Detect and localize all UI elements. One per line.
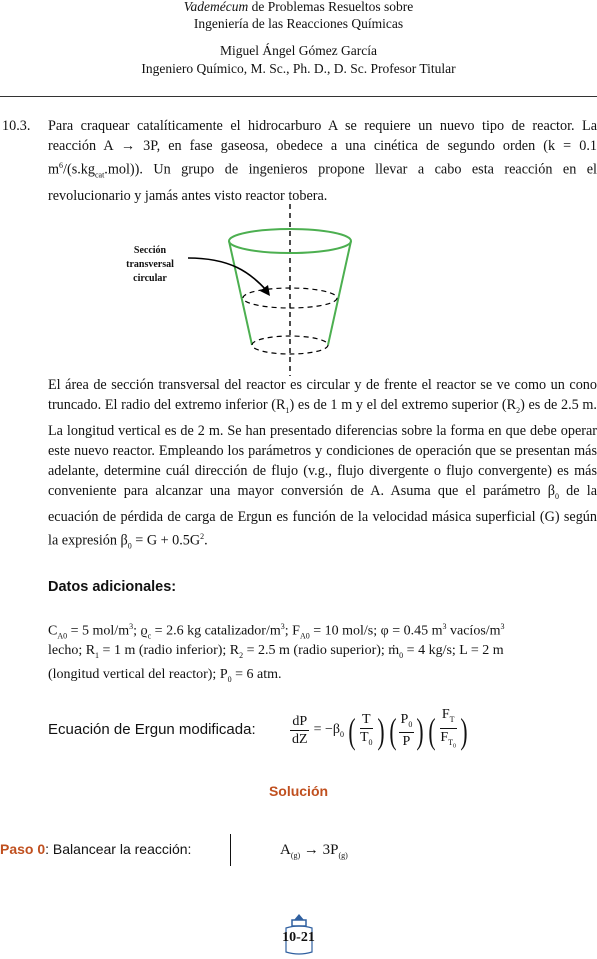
label-arrow [188, 258, 267, 291]
f3-den [438, 729, 458, 755]
problem-text-mid: /(s.kg [63, 161, 95, 178]
datos-l3-a: (longitud vertical del reactor); P [48, 667, 228, 682]
datos-l2-c: = 1 m (radio inferior); R [99, 643, 240, 658]
datos-l1-8: A0 [299, 631, 310, 641]
section-label-2: transversal [126, 259, 174, 270]
desc-5: = G + 0.5G [131, 532, 201, 549]
f2-num-sub: 0 [408, 719, 413, 729]
f1-fraction [358, 711, 375, 751]
solucion-title: Solución [268, 783, 329, 799]
datos-l1-7: ; F [284, 623, 300, 639]
ergun-equation [290, 706, 470, 755]
datos-l1-12: 3 [500, 622, 505, 631]
datos-l1-6: 3 [280, 622, 285, 631]
f3-den-sub-text: T [448, 737, 454, 747]
f1-den-text: T [359, 729, 369, 745]
f3-num-sub: T [449, 714, 455, 724]
datos-l1-0: A0 [57, 631, 68, 641]
reaction-arrow: → 3P [300, 842, 339, 858]
header-title [0, 0, 597, 16]
f3-den-subsub: 0 [453, 743, 457, 750]
paso0-divider [230, 834, 231, 866]
section-label [110, 244, 190, 286]
desc-sub-1: 1 [285, 405, 290, 415]
datos-c: C [48, 623, 58, 639]
datos-l1-1: = 5 mol/m [67, 623, 130, 639]
header-credentials: Ingeniero Químico, M. Sc., Ph. D., D. Sc. Profesor Titular [141, 61, 456, 76]
f2-den: P [402, 734, 411, 750]
datos-l1-11: vacíos/m [446, 623, 501, 639]
desc-sub-4: 0 [127, 541, 132, 551]
f2-num [399, 711, 415, 734]
header-title-rest: de Problemas Resueltos sobre [248, 0, 414, 14]
problem-text [48, 116, 597, 206]
desc-3: ) es de 2.5 m. La longitud vertical es de 2 m. Se han presentado diferencias sobre la forma en que debe operar este nuevo reactor. Empleando los parámetros y condiciones de operación que se presentan más adelante, determine cuál dirección de flujo (v.g., flujo divergente o flujo convergente) es más conveniente para alcanzar una mayor conversión de A. Asuma que el parámetro β [48, 397, 597, 499]
paren-open-1: ( [348, 710, 356, 751]
section-label-3: circular [133, 273, 167, 284]
datos-heading: Datos adicionales: [48, 579, 177, 595]
header-italic: Vademécum [183, 0, 249, 14]
f2-fraction [399, 711, 415, 751]
ergun-eq-text: = −β [313, 722, 340, 738]
desc-sub-2: 2 [516, 405, 521, 415]
problem-text-1: Para craquear catalíticamente el hidrocarburo A se requiere un nuevo tipo de reactor. La reacción A → 3P, en fase gaseosa, obedece a una cinética de segundo orden (k = 0.1 m [48, 118, 597, 178]
ergun-label: Ecuación de Ergun modificada: [48, 721, 256, 738]
datos-l2-e: = 2.5 m (radio superior); ṁ [243, 643, 400, 658]
reaction-equation [280, 840, 348, 866]
header-subtitle: Ingeniería de las Reacciones Químicas [193, 16, 404, 31]
f3-fraction [438, 706, 458, 755]
f1-den [358, 729, 375, 751]
f3-den-sub [448, 737, 457, 750]
ergun-eq [314, 722, 344, 739]
datos-l1-10: 3 [442, 622, 447, 631]
reaction-a-sub: (g) [290, 851, 301, 860]
f3-num-text: F [441, 707, 450, 722]
datos-l2-a: lecho; R [48, 643, 96, 658]
ergun-eq-sub: 0 [339, 729, 344, 739]
cone-left-edge [229, 241, 252, 345]
datos-l1-5: = 2.6 kg catalizador/m [151, 623, 281, 639]
header-rule [0, 96, 597, 97]
header-author: Miguel Ángel Gómez García [219, 43, 378, 58]
lhs-num: dP [292, 714, 308, 730]
desc-sup-5: 2 [200, 531, 205, 541]
paren-close-1: ) [376, 710, 385, 751]
datos-line-2 [48, 641, 597, 666]
paso0-rest: : Balancear la reacción: [45, 841, 192, 857]
datos-l1-2: 3 [129, 622, 134, 631]
desc-4: de la ecuación de pérdida de carga de Ergun es función de la velocidad másica superficial (G) según la expresión β [48, 482, 597, 549]
datos-l2-b: 1 [95, 650, 100, 660]
lhs-fraction [290, 713, 310, 748]
datos-l2-g: = 4 kg/s; L = 2 m [403, 643, 504, 658]
desc-6: . [204, 532, 208, 549]
problem-text-end: .mol)). Un grupo de ingenieros propone llevar a cabo esta reacción en el revolucionario y jamás antes visto reactor tobera. [48, 161, 597, 204]
desc-1: El área de sección transversal del reactor es circular y de frente el reactor se ve como un cono truncado. El radio del extremo inferior (R [48, 377, 597, 413]
problem-number: 10.3. [2, 118, 31, 134]
page-number: 10-21 [282, 930, 315, 945]
f1-num: T [361, 711, 371, 727]
paren-open-2: ( [388, 710, 397, 751]
reaction-p-sub: (g) [338, 851, 348, 860]
problem-sup: 6 [59, 161, 64, 170]
paso0-label: Paso 0 [0, 841, 46, 857]
desc-2: ) es de 1 m y el del extremo superior (R [289, 397, 517, 413]
lhs-den: dZ [292, 732, 308, 748]
datos-line-3 [48, 665, 597, 690]
paren-open-3: ( [428, 710, 436, 751]
datos-l3-c: = 6 atm. [231, 667, 282, 682]
paso0-line [0, 839, 191, 859]
datos-l2-d: 2 [239, 650, 244, 660]
datos-l1-3: ; ϱ [133, 623, 148, 639]
datos-l1-9: = 10 mol/s; φ = 0.45 m [309, 623, 443, 639]
f2-num-text: P [400, 711, 409, 727]
label-arrowhead [260, 285, 270, 296]
f1-den-sub: 0 [368, 737, 373, 747]
problem-sub: cat [94, 170, 105, 180]
f3-num [440, 706, 457, 729]
datos-l1-4: c [147, 631, 152, 641]
section-label-1: Sección [133, 245, 167, 256]
reactor-figure [110, 200, 370, 380]
reaction-a: A [280, 842, 291, 858]
paren-close-3: ) [460, 710, 468, 751]
desc-sub-3: 0 [554, 491, 559, 501]
datos-l3-b: 0 [227, 674, 232, 684]
datos-l2-f: 0 [399, 650, 404, 660]
f3-den-text: F [440, 729, 449, 745]
paren-close-2: ) [416, 710, 424, 751]
description-paragraph [48, 375, 597, 556]
